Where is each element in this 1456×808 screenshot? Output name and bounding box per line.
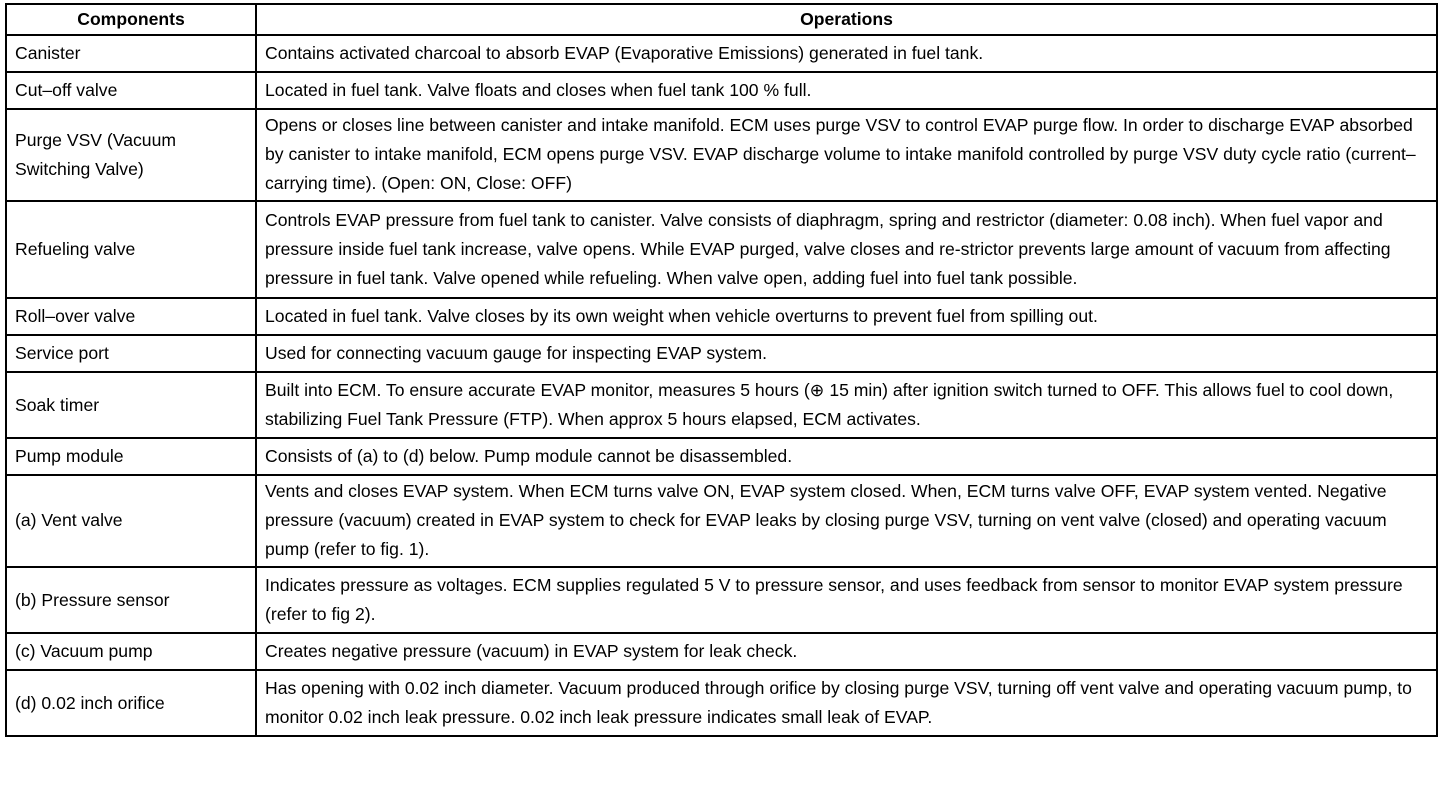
component-cell: Refueling valve: [6, 201, 256, 298]
evap-components-table: [5, 3, 1438, 737]
operation-cell: Creates negative pressure (vacuum) in EVAP system for leak check.: [256, 633, 1437, 670]
component-cell: (a) Vent valve: [6, 475, 256, 567]
component-cell: Pump module: [6, 438, 256, 475]
table-row: [6, 670, 1437, 736]
operation-cell: Vents and closes EVAP system. When ECM turns valve ON, EVAP system closed. When, ECM turns valve OFF, EVAP system vented. Negative pressure (vacuum) created in EVAP system to check for EVAP leaks by closing purge VSV, turning on vent valve (closed) and operating vacuum pump (refer to fig. 1).: [256, 475, 1437, 567]
table-row: [6, 35, 1437, 72]
table-row: [6, 633, 1437, 670]
operation-cell: Has opening with 0.02 inch diameter. Vacuum produced through orifice by closing purge VSV, turning off vent valve and operating vacuum pump, to monitor 0.02 inch leak pressure. 0.02 inch leak pressure indicates small leak of EVAP.: [256, 670, 1437, 736]
component-cell: Purge VSV (Vacuum Switching Valve): [6, 109, 256, 201]
table-row: [6, 72, 1437, 109]
component-cell: (c) Vacuum pump: [6, 633, 256, 670]
table-row: [6, 438, 1437, 475]
table-row: [6, 567, 1437, 633]
operation-cell: Located in fuel tank. Valve floats and closes when fuel tank 100 % full.: [256, 72, 1437, 109]
component-cell: Cut–off valve: [6, 72, 256, 109]
operation-cell: Contains activated charcoal to absorb EVAP (Evaporative Emissions) generated in fuel tank.: [256, 35, 1437, 72]
component-cell: Roll–over valve: [6, 298, 256, 335]
operation-cell: Consists of (a) to (d) below. Pump module cannot be disassembled.: [256, 438, 1437, 475]
table-row: [6, 201, 1437, 298]
operation-cell: Controls EVAP pressure from fuel tank to canister. Valve consists of diaphragm, spring and restrictor (diameter: 0.08 inch). When fuel vapor and pressure inside fuel tank increase, valve opens. While EVAP purged, valve closes and re-strictor prevents large amount of vacuum from affecting pressure in fuel tank. Valve opened while refueling. When valve open, adding fuel into fuel tank possible.: [256, 201, 1437, 298]
component-cell: (b) Pressure sensor: [6, 567, 256, 633]
table-header: [6, 4, 1437, 35]
table-row: [6, 109, 1437, 201]
operation-cell: Used for connecting vacuum gauge for inspecting EVAP system.: [256, 335, 1437, 372]
table-row: [6, 475, 1437, 567]
header-components: Components: [6, 4, 256, 35]
operation-cell: Located in fuel tank. Valve closes by its own weight when vehicle overturns to prevent fuel from spilling out.: [256, 298, 1437, 335]
operation-cell: Indicates pressure as voltages. ECM supplies regulated 5 V to pressure sensor, and uses feedback from sensor to monitor EVAP system pressure (refer to fig 2).: [256, 567, 1437, 633]
table-row: [6, 372, 1437, 438]
component-cell: Canister: [6, 35, 256, 72]
table-body: [6, 35, 1437, 736]
table-row: [6, 335, 1437, 372]
operation-cell: Opens or closes line between canister and intake manifold. ECM uses purge VSV to control EVAP purge flow. In order to discharge EVAP absorbed by canister to intake manifold, ECM opens purge VSV. EVAP discharge volume to intake manifold controlled by purge VSV duty cycle ratio (current–carrying time). (Open: ON, Close: OFF): [256, 109, 1437, 201]
component-cell: Soak timer: [6, 372, 256, 438]
header-operations: Operations: [256, 4, 1437, 35]
component-cell: (d) 0.02 inch orifice: [6, 670, 256, 736]
header-row: [6, 4, 1437, 35]
component-cell: Service port: [6, 335, 256, 372]
operation-cell: Built into ECM. To ensure accurate EVAP monitor, measures 5 hours (⊕ 15 min) after ignition switch turned to OFF. This allows fuel to cool down, stabilizing Fuel Tank Pressure (FTP). When approx 5 hours elapsed, ECM activates.: [256, 372, 1437, 438]
table-row: [6, 298, 1437, 335]
